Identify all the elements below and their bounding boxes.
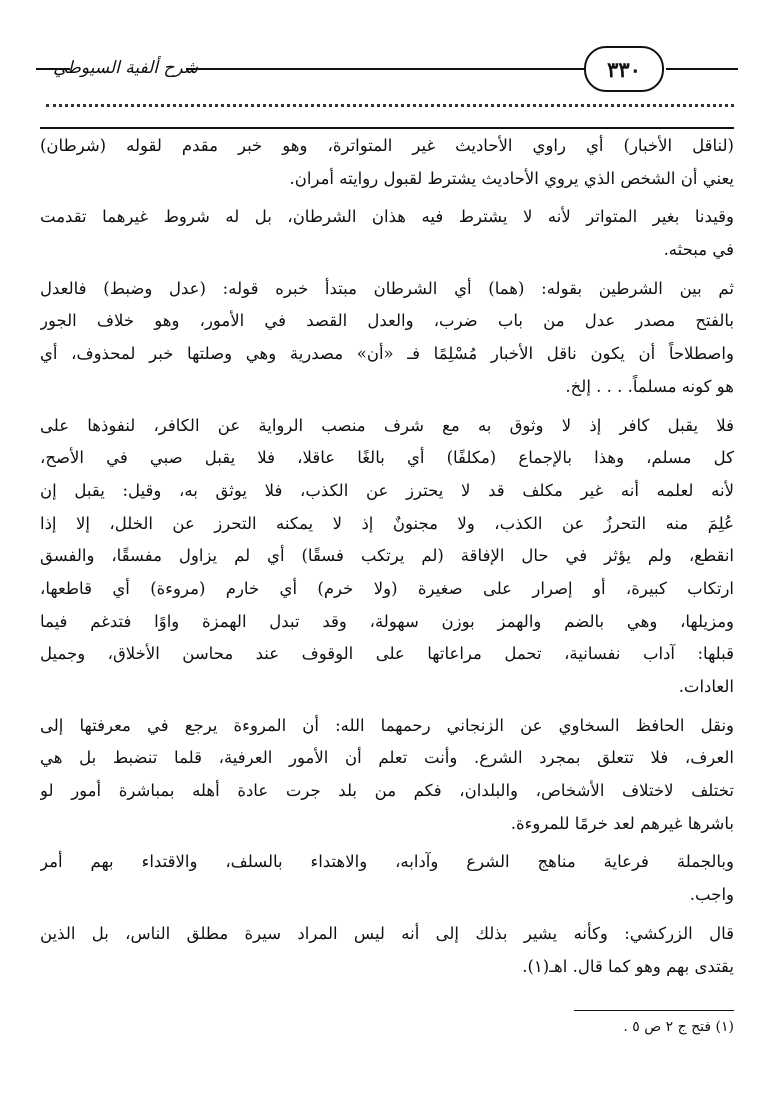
dotted-separator bbox=[46, 104, 734, 107]
text-line: لأنه لعلمه أنه غير مكلف قد لا يحترز عن الكذب، فلا يوثق به، وقيل: يقبل إن bbox=[40, 480, 734, 500]
text-line: العرف، فلا تتعلق بمجرد الشرع. وأنت تعلم أن الأمور العرفية، قلما تنضبط بل هي bbox=[40, 748, 734, 768]
text-line: في مبحثه. bbox=[663, 240, 734, 260]
text-line: واصطلاحاً أن يكون ناقل الأخبار مُسْلِمًا فـ «أن» مصدرية وهي وصلتها خبر لمحذوف، أي bbox=[40, 344, 734, 364]
text-line: بالفتح مصدر عدل من باب ضرب، والعدل القصد في الأمور، وهو خلاف الجور bbox=[40, 311, 734, 331]
header-separator bbox=[40, 127, 734, 129]
text-line: كل مسلم، وهذا بالإجماع (مكلفًا) أي بالغًا عاقلا، فلا يقبل صبي في الأصح، bbox=[40, 448, 734, 468]
text-line: العادات. bbox=[678, 677, 734, 696]
page-number-badge bbox=[584, 46, 664, 92]
running-title: شرح ألفية السيوطي bbox=[53, 58, 198, 78]
text-line: قبلها: آداب نفسانية، تحمل مراعاتها على الوقوف عند محاسن الأخلاق، وجميل bbox=[40, 644, 734, 664]
text-line: (لناقل الأخبار) أي راوي الأحاديث غير المتواترة، وهو خبر مقدم لقوله (شرطان) bbox=[40, 136, 734, 155]
text-line: واجب. bbox=[689, 885, 734, 905]
text-line: قال الزركشي: وكأنه يشير بذلك إلى أنه ليس المراد سيرة مطلق الناس، بل الذين bbox=[40, 923, 734, 943]
footnote-separator bbox=[574, 1010, 734, 1011]
text-line: انقطع، ولم يؤثر في حال الإفاقة (لم يرتكب فسقًا) أي لم يزاول مفسقًا، والفسق bbox=[40, 546, 734, 566]
body-text bbox=[40, 130, 734, 983]
header-rule-middle bbox=[186, 68, 586, 70]
footnote: (١) فتح ج ٢ ص ٥ . bbox=[623, 1019, 734, 1035]
page-header bbox=[36, 44, 738, 100]
text-line: وقيدنا بغير المتواتر لأنه لا يشترط فيه هذان الشرطان، بل له شروط غيرهما تقدمت bbox=[40, 207, 734, 227]
text-line: عُلِمَ منه التحرزُ عن الكذب، ولا مجنونٌ إذ لا يمكنه التحرز عن الخلل، إلا إذا bbox=[40, 513, 734, 533]
header-rule-left bbox=[36, 68, 70, 70]
text-line: يعني أن الشخص الذي يروي الأحاديث يشترط لقبول روايته أمران. bbox=[289, 168, 734, 188]
text-line: تختلف لاختلاف الأشخاص، والبلدان، فكم من بلد جرت عادة أهله بمباشرة أمور لو bbox=[40, 781, 734, 801]
text-line: ونقل الحافظ السخاوي عن الزنجاني رحمهما الله: أن المروءة يرجع في معرفتها إلى bbox=[40, 715, 734, 735]
page-number: ٣٣٠ bbox=[607, 56, 641, 82]
text-line: باشرها غيرهم لعد خرمًا للمروءة. bbox=[510, 813, 734, 833]
header-rule-right bbox=[666, 68, 738, 70]
text-line: ومزيلها، وهي بالضم والهمز بوزن سهولة، وقد تبدل الهمزة واوًا فتدغم فيما bbox=[40, 611, 734, 631]
text-line: ارتكاب كبيرة، أو إصرار على صغيرة (ولا خرم) أي خارم (مروءة) أي قاطعها، bbox=[40, 578, 734, 598]
text-line: ثم بين الشرطين بقوله: (هما) أي الشرطان مبتدأ خبره قوله: (عدل وضبط) فالعدل bbox=[40, 278, 734, 298]
text-line: هو كونه مسلماً. . . . إلخ. bbox=[565, 376, 734, 396]
text-line: وبالجملة فرعاية مناهج الشرع وآدابه، والاهتداء بالسلف، والاقتداء بهم أمر bbox=[40, 852, 734, 872]
text-line: فلا يقبل كافر إذ لا وثوق به مع شرف منصب الرواية عن الكافر، لنفوذها على bbox=[40, 415, 734, 435]
text-line: يقتدى بهم وهو كما قال. اهـ(١). bbox=[522, 956, 734, 976]
